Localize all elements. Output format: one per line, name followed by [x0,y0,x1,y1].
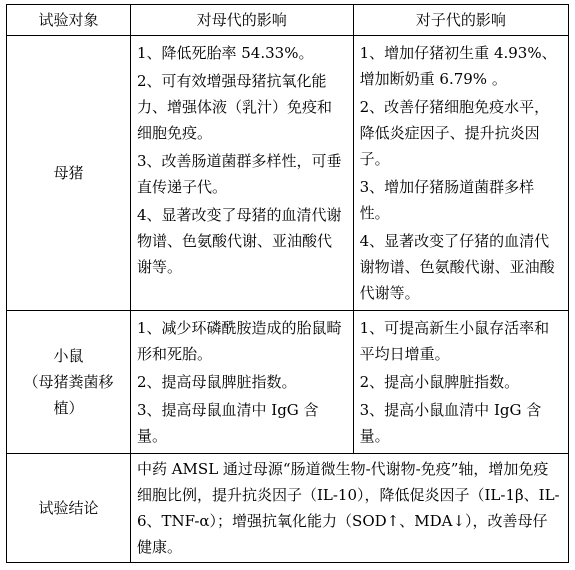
subject-cell-mouse [7,311,131,454]
results-table [6,4,569,563]
subject-mouse-title: 小鼠 [53,347,84,365]
table-row-mouse [7,311,569,454]
list-item: 2、提高小鼠脾脏指数。 [359,373,520,391]
list-item: 1、减少环磷酰胺造成的胎鼠畸形和死胎。 [136,319,342,363]
list-item: 3、改善肠道菌群多样性，可垂直传递子代。 [136,152,342,196]
conclusion-text: 中药 AMSL 通过母源“肠道微生物-代谢物-免疫”轴，增加免疫细胞比例，提升抗炎因子（IL-10），降低促炎因子（IL-1β、IL-6、TNF-α）；增强抗氧化能力（SOD↑、MDA↓），改善母仔健康。 [130,454,568,563]
list-item: 4、显著改变了母猪的血清代谢物谱、色氨酸代谢、亚油酸代谢等。 [136,206,342,276]
offspring-effects-mouse [353,311,568,454]
list-item: 2、改善仔猪细胞免疫水平，降低炎症因子、提升抗炎因子。 [359,98,550,168]
table-row-sow [7,36,569,311]
list-item: 4、显著改变了仔猪的血清代谢物谱、色氨酸代谢、亚油酸代谢等。 [359,232,555,302]
list-item: 1、增加仔猪初生重 4.93%、增加断奶重 6.79% 。 [359,44,557,88]
maternal-effects-mouse [130,311,353,454]
header-subject: 试验对象 [7,5,131,36]
maternal-effects-sow [130,36,353,311]
header-offspring: 对子代的影响 [353,5,568,36]
conclusion-label: 试验结论 [7,454,131,563]
list-item: 2、提高母鼠脾脏指数。 [136,373,297,391]
list-item: 3、提高母鼠血清中 IgG 含量。 [136,401,319,445]
table-row-conclusion [7,454,569,563]
offspring-effects-sow [353,36,568,311]
list-item: 2、可有效增强母猪抗氧化能力、增强体液（乳汁）免疫和细胞免疫。 [136,72,332,142]
subject-mouse-note: （母猪粪菌移植） [23,373,114,417]
list-item: 1、降低死胎率 54.33%。 [136,44,314,62]
list-item: 1、可提高新生小鼠存活率和平均日增重。 [359,319,550,363]
list-item: 3、提高小鼠血清中 IgG 含量。 [359,401,542,445]
list-item: 3、增加仔猪肠道菌群多样性。 [359,178,535,222]
header-row [7,5,569,36]
subject-cell-sow: 母猪 [7,36,131,311]
header-maternal: 对母代的影响 [130,5,353,36]
